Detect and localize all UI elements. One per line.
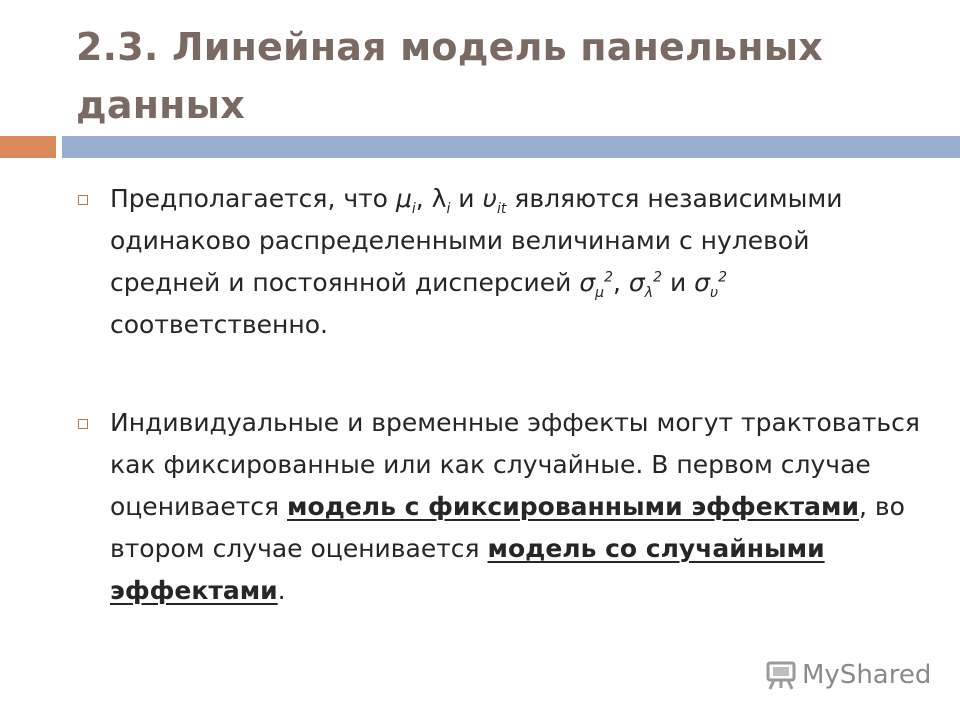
superscript-2: 2 <box>604 269 614 286</box>
title-accent-bar <box>0 136 56 158</box>
subscript-it: it <box>496 201 507 217</box>
symbol-sigma-upsilon: σ <box>694 268 711 297</box>
subscript-i: i <box>446 201 451 217</box>
watermark-text: MyShared <box>802 660 932 690</box>
text-segment: Индивидуальные и временные эффекты могут трактоваться как фиксированные или как случайные. В первом случае оценивается <box>110 408 920 521</box>
symbol-sigma-mu: σ <box>579 268 596 297</box>
symbol-sigma-lambda: σ <box>628 268 645 297</box>
subscript-lambda: λ <box>644 285 654 301</box>
text-segment: , <box>613 268 629 297</box>
text-segment: . <box>277 576 286 605</box>
text-segment: , во втором случае оценивается <box>110 492 905 563</box>
bullet-text-2 <box>110 402 926 612</box>
left-margin-strip <box>0 0 58 720</box>
subscript-mu: μ <box>595 285 605 301</box>
subscript-upsilon: υ <box>710 285 719 301</box>
bullet-list <box>76 178 926 612</box>
bullet-item-1 <box>76 178 926 346</box>
presentation-board-icon <box>764 658 798 692</box>
bullet-text-1 <box>110 178 926 346</box>
symbol-upsilon: υ <box>482 184 497 213</box>
bullet-item-2 <box>76 402 926 612</box>
text-segment: Предполагается, что <box>110 184 396 213</box>
superscript-2: 2 <box>718 269 728 286</box>
text-segment: , <box>415 184 432 213</box>
symbol-lambda: λ <box>431 184 447 213</box>
slide-title: 2.3. Линейная модель панельных данных <box>76 25 823 127</box>
title-divider-bar <box>62 136 960 158</box>
text-segment: соответственно. <box>110 310 328 339</box>
myshared-watermark <box>764 652 934 698</box>
random-effects-model-link[interactable]: модель со случайными эффектами <box>110 534 825 605</box>
superscript-2: 2 <box>653 269 662 286</box>
square-bullet-icon <box>78 195 88 205</box>
square-bullet-icon <box>78 419 88 429</box>
symbol-mu: μ <box>395 184 412 213</box>
subscript-i: i <box>411 201 416 217</box>
text-segment: и <box>450 184 483 213</box>
text-segment: являются независимыми одинаково распределенными величинами с нулевой средней и постоянной дисперсией <box>110 184 843 297</box>
fixed-effects-model-link[interactable]: модель с фиксированными эффектами <box>287 492 859 521</box>
text-segment: и <box>662 268 695 297</box>
